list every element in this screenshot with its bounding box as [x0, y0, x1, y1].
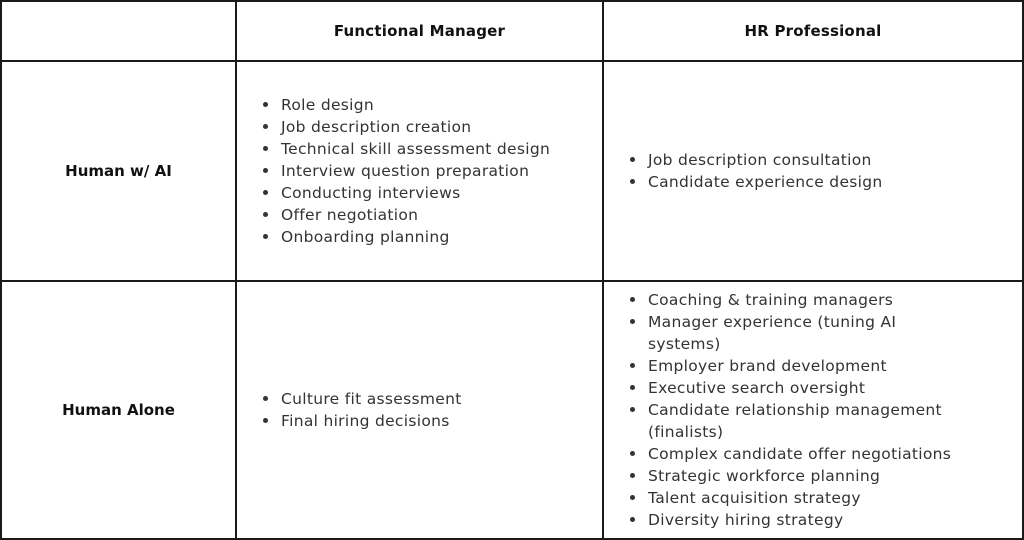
row-label-text: Human w/ AI [65, 162, 172, 180]
alone-functional-manager-list [261, 388, 462, 432]
list-item: Role design [261, 94, 550, 116]
cell-ai-hr-professional [604, 62, 1022, 282]
row-label-text: Human Alone [62, 401, 175, 419]
list-item: Coaching & training managers [628, 289, 958, 311]
list-item: Strategic workforce planning [628, 465, 958, 487]
list-item: Complex candidate offer negotiations [628, 443, 958, 465]
cell-alone-functional-manager [237, 282, 604, 538]
header-corner-cell [2, 2, 237, 62]
list-item: Diversity hiring strategy [628, 509, 958, 531]
list-item: Offer negotiation [261, 204, 550, 226]
header-functional-manager-label: Functional Manager [333, 22, 506, 40]
list-item: Executive search oversight [628, 377, 958, 399]
list-item: Candidate relationship management (finalists) [628, 399, 958, 443]
ai-functional-manager-list [261, 94, 550, 248]
header-functional-manager [237, 2, 604, 62]
ai-hr-professional-list [628, 149, 883, 193]
list-item: Culture fit assessment [261, 388, 462, 410]
list-item: Final hiring decisions [261, 410, 462, 432]
list-item: Job description consultation [628, 149, 883, 171]
list-item: Conducting interviews [261, 182, 550, 204]
row-label-human-with-ai [2, 62, 237, 282]
list-item: Manager experience (tuning AI systems) [628, 311, 958, 355]
list-item: Candidate experience design [628, 171, 883, 193]
list-item: Technical skill assessment design [261, 138, 550, 160]
alone-hr-professional-list [628, 289, 958, 531]
list-item: Onboarding planning [261, 226, 550, 248]
cell-alone-hr-professional [604, 282, 1022, 538]
row-label-human-alone [2, 282, 237, 538]
list-item: Employer brand development [628, 355, 958, 377]
list-item: Talent acquisition strategy [628, 487, 958, 509]
header-hr-professional-label: HR Professional [744, 22, 882, 40]
cell-ai-functional-manager [237, 62, 604, 282]
list-item: Job description creation [261, 116, 550, 138]
header-hr-professional [604, 2, 1022, 62]
list-item: Interview question preparation [261, 160, 550, 182]
